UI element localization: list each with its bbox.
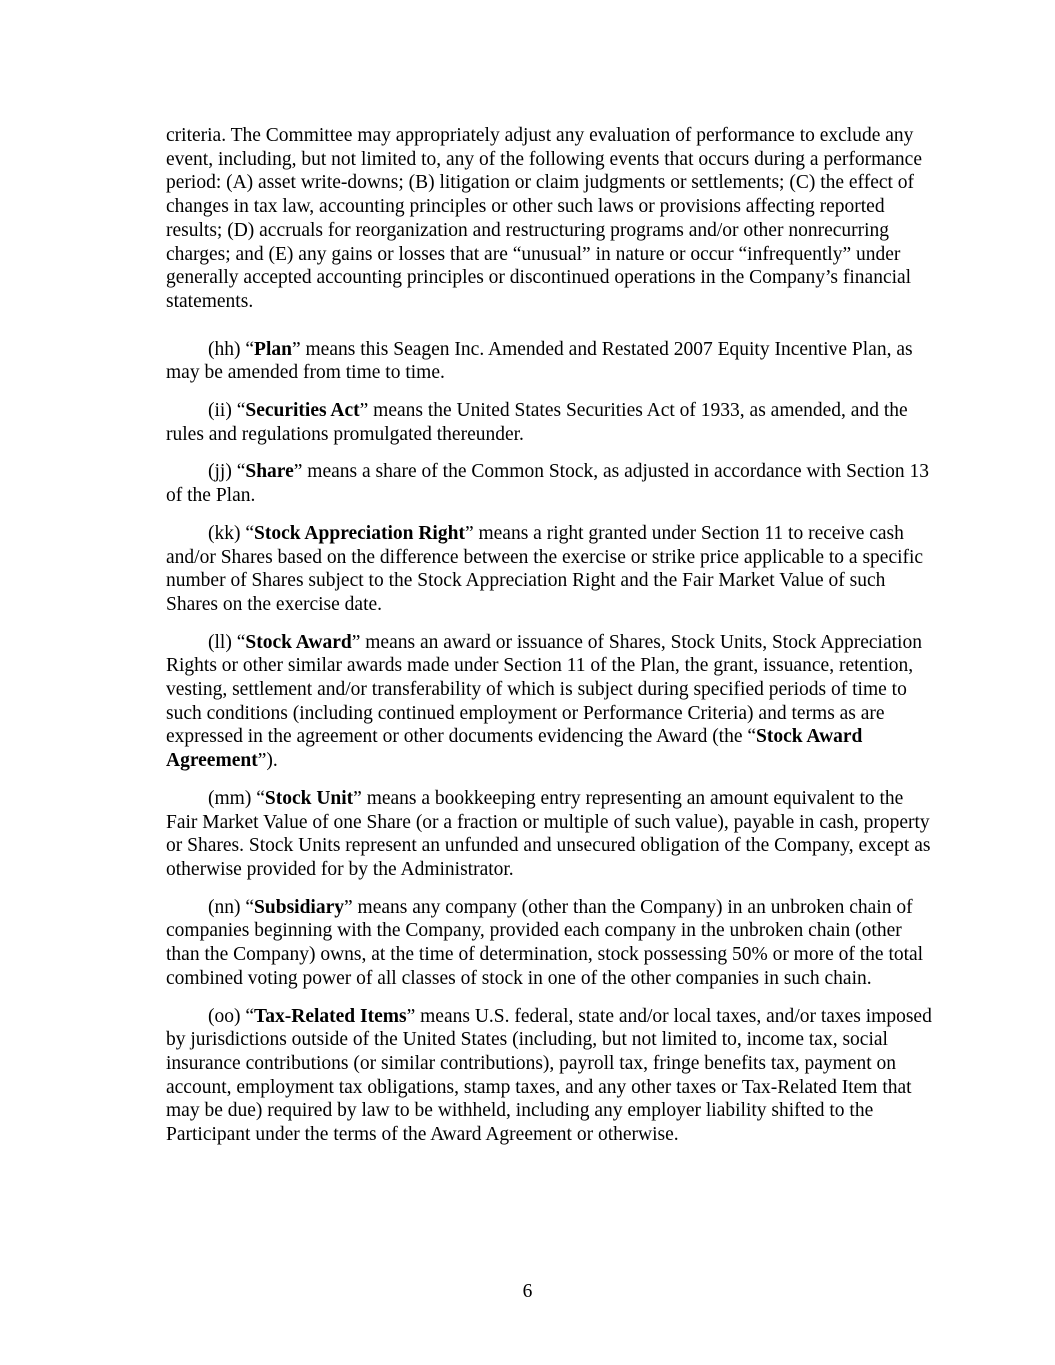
definition-subsidiary bbox=[166, 896, 932, 991]
definition-stock-unit bbox=[166, 787, 932, 882]
definition-prefix: (mm) “ bbox=[208, 787, 265, 809]
definition-prefix: (oo) “ bbox=[208, 1005, 255, 1027]
definition-body: ” means any company (other than the Company) in an unbroken chain of companies beginning with the Company, provided each company in the unbroken chain (other than the Company) owns, at the time of determination, stock possessing 50% or more of the total combined voting power of all classes of stock in one of the other companies in such chain. bbox=[166, 896, 924, 989]
definition-stock-award bbox=[166, 631, 932, 773]
definition-prefix: (hh) “ bbox=[208, 338, 255, 360]
definition-body: ” means a bookkeeping entry representing an amount equivalent to the Fair Market Value of one Share (or a fraction or multiple of such value), payable in cash, property or Shares. Stock Units represent an unfunded and unsecured obligation of the Company, except as otherwise provided for by the Administrator. bbox=[166, 787, 931, 880]
definition-body: ” means a share of the Common Stock, as adjusted in accordance with Section 13 of the Plan. bbox=[166, 461, 929, 507]
page-number: 6 bbox=[522, 1281, 533, 1302]
defined-term: Share bbox=[245, 461, 294, 483]
definition-share bbox=[166, 460, 932, 507]
defined-term: Subsidiary bbox=[254, 896, 344, 918]
definition-body: ” means this Seagen Inc. Amended and Restated 2007 Equity Incentive Plan, as may be amended from time to time. bbox=[166, 338, 913, 384]
definition-body: ” means a right granted under Section 11 to receive cash and/or Shares based on the difference between the exercise or strike price applicable to a specific number of Shares subject to the Stock Appreciation Right and the Fair Market Value of such Shares on the exercise date. bbox=[166, 522, 924, 615]
defined-term: Plan bbox=[254, 338, 292, 360]
definition-suffix: ”). bbox=[257, 750, 278, 772]
defined-term: Tax-Related Items bbox=[254, 1005, 407, 1027]
definition-securities-act bbox=[166, 399, 932, 446]
definition-prefix: (ii) “ bbox=[208, 400, 246, 422]
intro-paragraph: criteria. The Committee may appropriately adjust any evaluation of performance to exclude any event, including, but not limited to, any of the following events that occurs during a performance period: (A) asset write-downs; (B) litigation or claim judgments or settlements; (C) the effect of changes in tax law, accounting principles or other such laws or provisions affecting reported results; (D) accruals for reorganization and restructuring programs and/or other nonrecurring charges; and (E) any gains or losses that are “unusual” in nature or occur “infrequently” under generally accepted accounting principles or discontinued operations in the Company’s financial statements. bbox=[166, 125, 922, 312]
document-page bbox=[166, 124, 932, 1161]
definition-body: ” means the United States Securities Act of 1933, as amended, and the rules and regulations promulgated thereunder. bbox=[166, 400, 908, 445]
definition-body: ” means U.S. federal, state and/or local taxes, and/or taxes imposed by jurisdictions outside of the United States (including, but not limited to, income tax, social insurance contributions (or similar contributions), payroll tax, fringe benefits tax, payment on account, employment tax obligations, stamp taxes, and any other taxes or Tax-Related Item that may be due) required by law to be withheld, including any employer liability shifted to the Participant under the terms of the Award Agreement or otherwise. bbox=[166, 1005, 932, 1146]
defined-term-secondary: Stock Award Agreement bbox=[166, 726, 863, 772]
definition-body: ” means an award or issuance of Shares, Stock Units, Stock Appreciation Rights or other similar awards made under Section 11 of the Plan, the grant, issuance, retention, vesting, settlement and/or transferability of which is subject during specified periods of time to such conditions (including continued employment or Performance Criteria) and terms as are expressed in the agreement or other documents evidencing the Award (the “ bbox=[166, 631, 922, 748]
definition-plan bbox=[166, 338, 932, 385]
definition-tax-related-items bbox=[166, 1005, 932, 1147]
definition-prefix: (ll) “ bbox=[208, 631, 246, 653]
defined-term: Securities Act bbox=[245, 400, 360, 422]
definition-prefix: (nn) “ bbox=[208, 896, 255, 918]
defined-term: Stock Unit bbox=[264, 787, 354, 809]
definition-prefix: (jj) “ bbox=[208, 461, 246, 483]
defined-term: Stock Appreciation Right bbox=[254, 522, 465, 544]
defined-term: Stock Award bbox=[245, 631, 352, 653]
definition-prefix: (kk) “ bbox=[208, 522, 255, 544]
definition-stock-appreciation-right bbox=[166, 522, 932, 617]
